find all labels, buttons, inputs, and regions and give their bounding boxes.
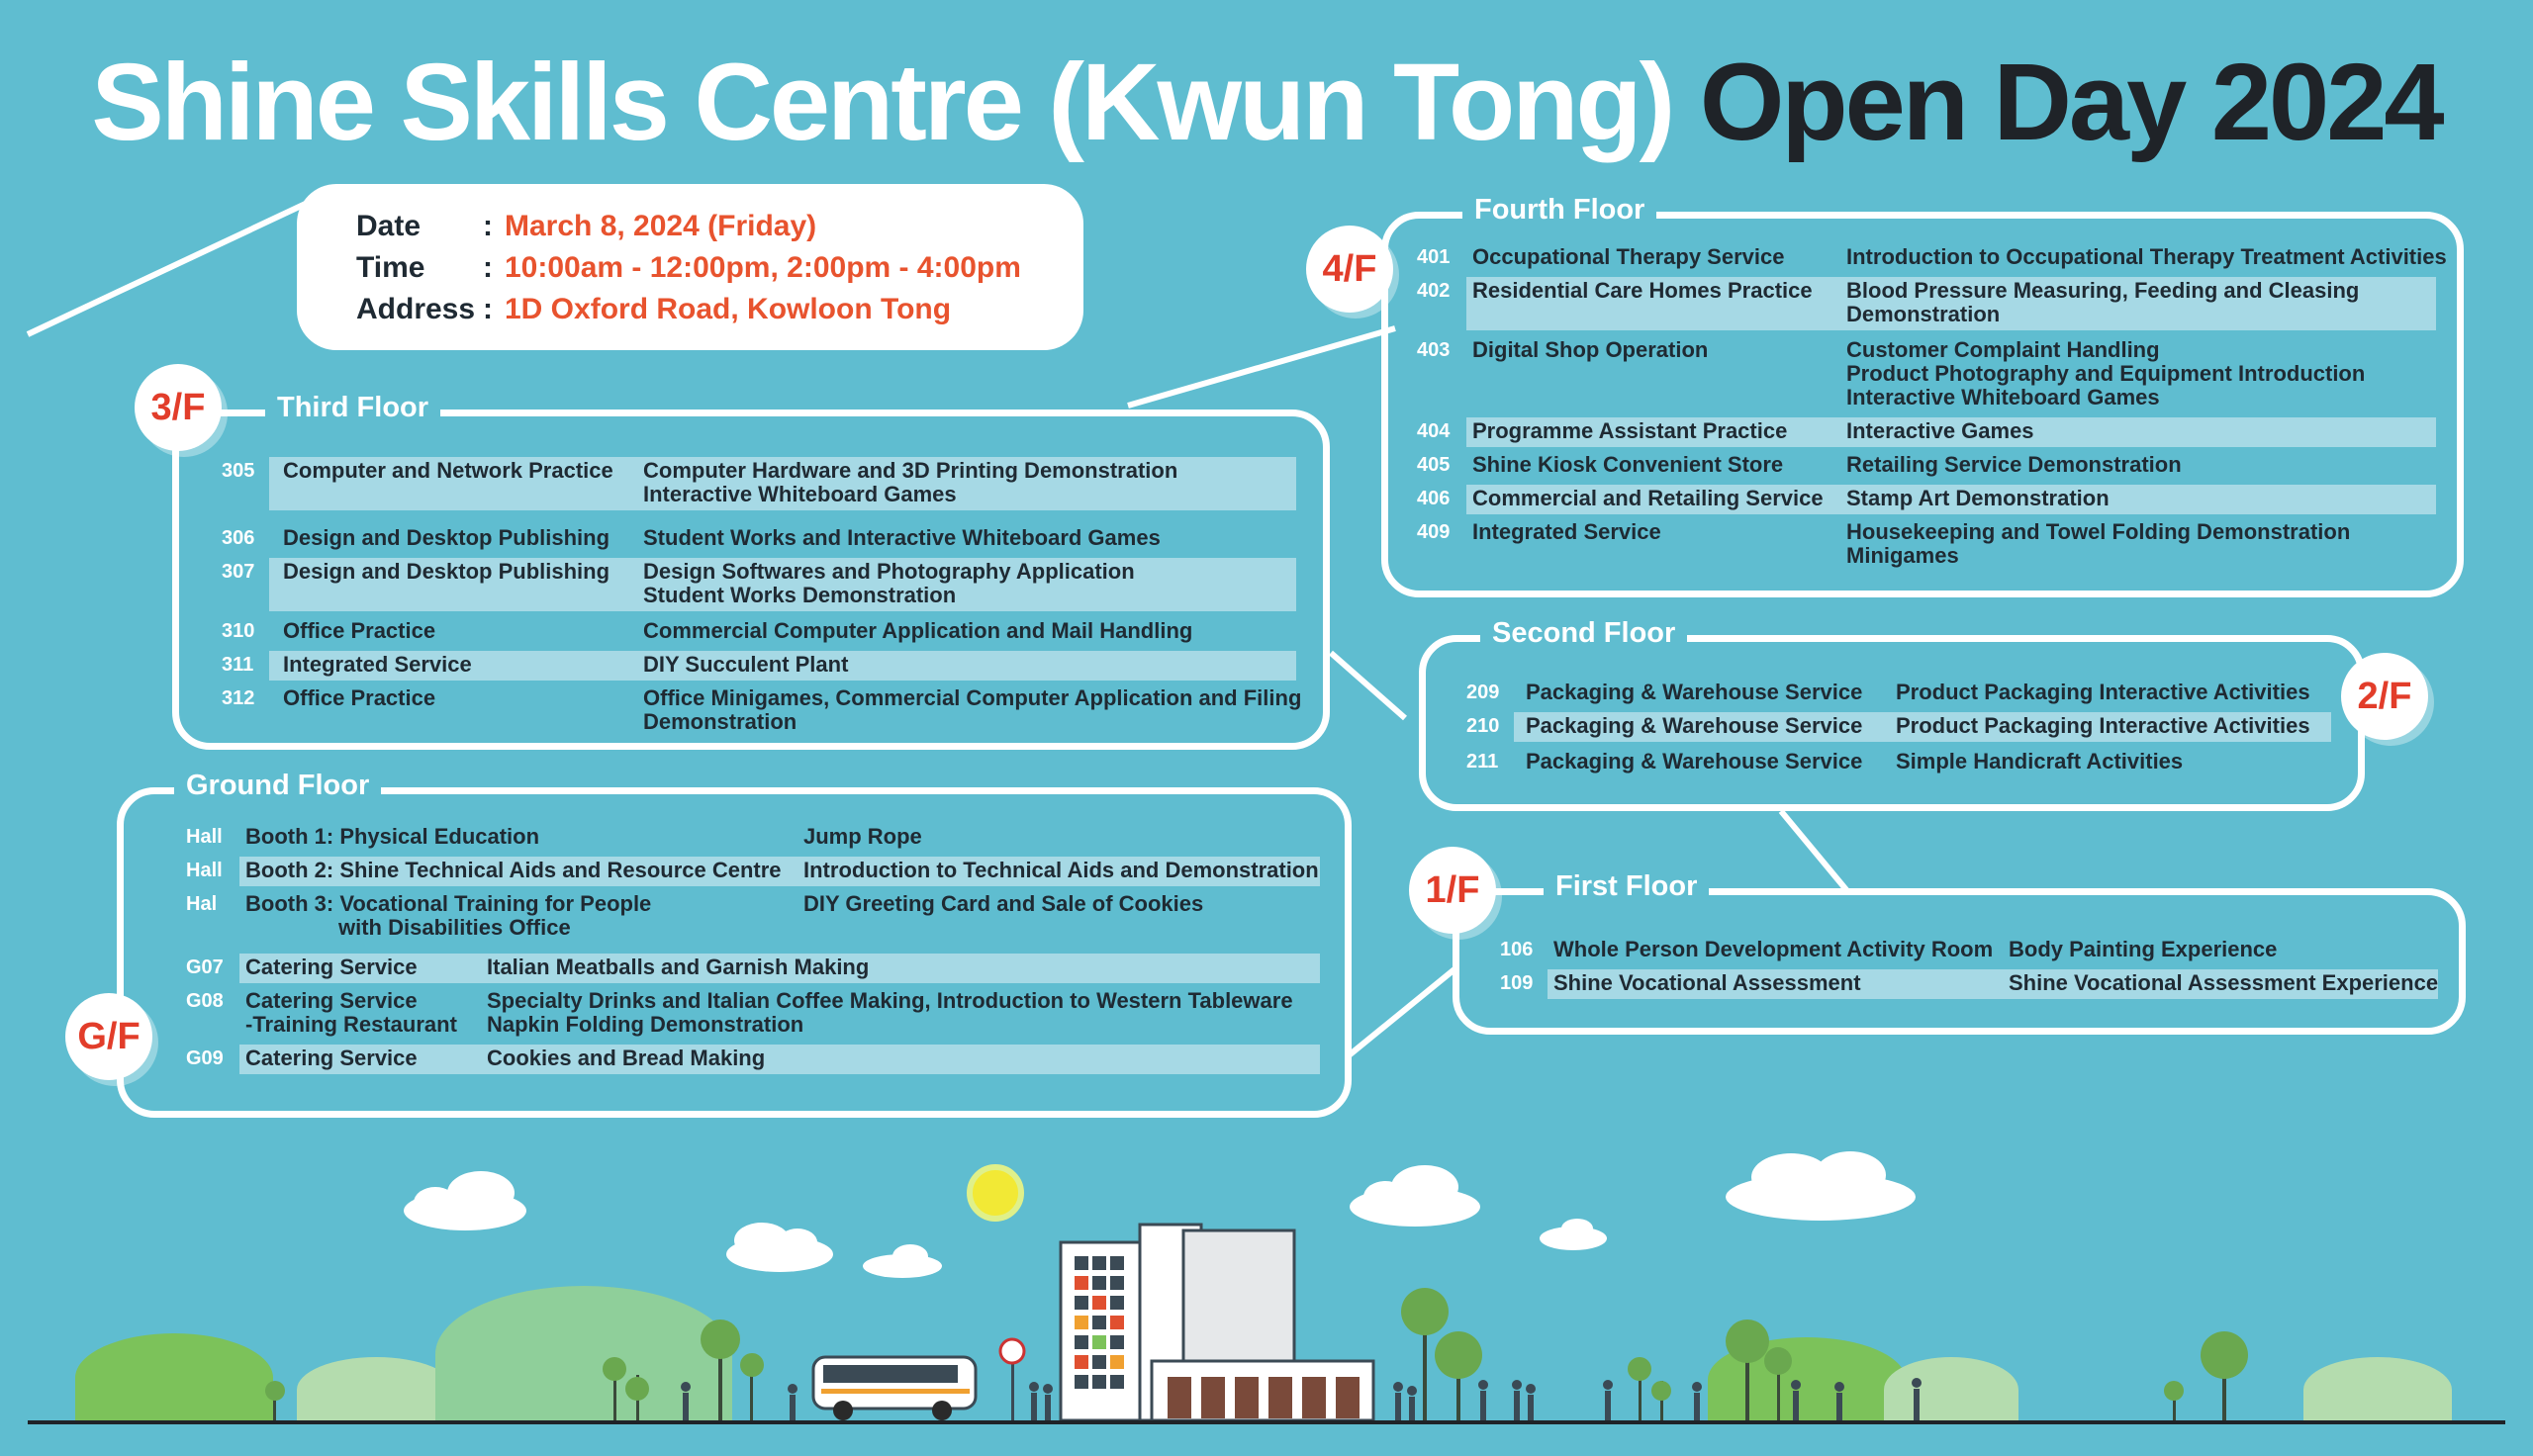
room-activity: Product Packaging Interactive Activities (1896, 713, 2310, 738)
room-activity: Student Works and Interactive Whiteboard Games (643, 525, 1161, 550)
room-number: G09 (186, 1047, 224, 1069)
room-number: Hall (186, 826, 223, 848)
time-row (356, 251, 1021, 285)
room-row (186, 1045, 1320, 1074)
room-activity: Specialty Drinks and Italian Coffee Making, Introduction to Western Tableware Napkin Folding Demonstration (487, 988, 1293, 1037)
room-row (222, 524, 1296, 554)
room-number: 312 (222, 687, 255, 709)
room-activity: Simple Handicraft Activities (1896, 749, 2184, 774)
title-centre-name: Shine Skills Centre (Kwun Tong) (91, 42, 1673, 163)
room-activity: Housekeeping and Towel Folding Demonstration Minigames (1846, 519, 2351, 568)
third-floor-title: Third Floor (265, 392, 440, 424)
room-row (186, 954, 1320, 983)
address-value: 1D Oxford Road, Kowloon Tong (505, 293, 952, 325)
room-name: Shine Kiosk Convenient Store (1472, 452, 1784, 477)
room-name: Residential Care Homes Practice (1472, 278, 1813, 303)
room-name: Packaging & Warehouse Service (1526, 680, 1863, 704)
room-number: 409 (1417, 521, 1451, 543)
room-name: Integrated Service (283, 652, 472, 677)
bus-icon (813, 1357, 976, 1420)
sun-icon (970, 1167, 1021, 1219)
room-row (222, 617, 1296, 647)
cloud-icon (1726, 1151, 1916, 1221)
room-row (1417, 451, 2436, 481)
room-activity: Blood Pressure Measuring, Feeding and Cleasing Demonstration (1846, 278, 2360, 326)
room-activity: Shine Vocational Assessment Experience (2009, 970, 2439, 995)
room-activity: Product Packaging Interactive Activities (1896, 680, 2310, 704)
date-colon: : (483, 210, 493, 242)
room-number: 402 (1417, 280, 1451, 302)
room-row (1417, 277, 2436, 330)
room-activity: Customer Complaint Handling Product Photography and Equipment Introduction Interactive Whiteboard Games (1846, 337, 2366, 410)
room-activity: Body Painting Experience (2009, 937, 2278, 961)
room-row (186, 857, 1320, 886)
room-number: 306 (222, 527, 255, 549)
room-row (1500, 936, 2438, 965)
cloud-icon (863, 1244, 942, 1278)
room-number: 406 (1417, 488, 1451, 509)
room-number: 210 (1466, 715, 1500, 737)
room-activity: Italian Meatballs and Garnish Making (487, 955, 870, 979)
room-name: Packaging & Warehouse Service (1526, 713, 1863, 738)
fourth-floor-title: Fourth Floor (1462, 194, 1656, 227)
room-name: Booth 1: Physical Education (245, 824, 540, 849)
room-row (222, 651, 1296, 681)
room-number: 307 (222, 561, 255, 583)
room-activity: DIY Greeting Card and Sale of Cookies (803, 891, 1204, 916)
room-activity: Introduction to Occupational Therapy Treatment Activities (1846, 244, 2447, 269)
scene-drawing (0, 1128, 2533, 1424)
room-row (1466, 679, 2331, 708)
room-activity: Office Minigames, Commercial Computer Application and Filing Demonstration (643, 685, 1302, 734)
room-activity: Introduction to Technical Aids and Demonstration (803, 858, 1319, 882)
building-icon (1061, 1225, 1373, 1420)
first-floor-title: First Floor (1544, 870, 1709, 903)
room-number: 405 (1417, 454, 1451, 476)
room-row (1466, 712, 2331, 742)
room-number: 403 (1417, 339, 1451, 361)
date-value: March 8, 2024 (Friday) (505, 210, 817, 242)
room-row (222, 457, 1296, 510)
address-label: Address (356, 293, 476, 325)
address-colon: : (483, 293, 493, 325)
room-activity: Retailing Service Demonstration (1846, 452, 2182, 477)
room-activity: Jump Rope (803, 824, 922, 849)
address-row (356, 293, 951, 326)
room-row (1417, 336, 2436, 413)
room-activity: Computer Hardware and 3D Printing Demonstration Interactive Whiteboard Games (643, 458, 1178, 506)
cloud-icon (726, 1223, 833, 1272)
fourth-floor-badge: 4/F (1306, 226, 1393, 313)
time-value: 10:00am - 12:00pm, 2:00pm - 4:00pm (505, 251, 1021, 284)
room-name: Catering Service (245, 955, 418, 979)
time-label: Time (356, 251, 425, 284)
room-activity: Interactive Games (1846, 418, 2034, 443)
time-colon: : (483, 251, 493, 284)
room-number: Hal (186, 893, 218, 915)
room-row (1466, 748, 2331, 777)
room-name: Office Practice (283, 685, 436, 710)
room-number: 404 (1417, 420, 1451, 442)
room-row (1417, 485, 2436, 514)
room-row (1417, 518, 2436, 572)
cloud-icon (1350, 1165, 1480, 1227)
second-floor-badge: 2/F (2341, 653, 2428, 740)
date-row (356, 210, 816, 243)
room-number: G08 (186, 990, 224, 1012)
ground-floor-title: Ground Floor (174, 770, 381, 802)
room-number: G07 (186, 956, 224, 978)
room-row (1417, 243, 2447, 273)
room-name: Booth 3: Vocational Training for People with Disabilities Office (245, 891, 652, 940)
room-name: Design and Desktop Publishing (283, 559, 610, 584)
room-row (1417, 417, 2436, 447)
room-number: 305 (222, 460, 255, 482)
room-name: Digital Shop Operation (1472, 337, 1709, 362)
room-activity: DIY Succulent Plant (643, 652, 849, 677)
room-number: 311 (222, 654, 254, 676)
room-row (1500, 969, 2438, 999)
room-name: Whole Person Development Activity Room (1553, 937, 1994, 961)
room-name: Shine Vocational Assessment (1553, 970, 1861, 995)
room-activity: Commercial Computer Application and Mail Handling (643, 618, 1193, 643)
room-number: 310 (222, 620, 255, 642)
event-info-box (297, 184, 1083, 350)
first-floor-badge: 1/F (1409, 847, 1496, 934)
room-number: 209 (1466, 682, 1500, 703)
room-activity: Stamp Art Demonstration (1846, 486, 2110, 510)
room-number: 109 (1500, 972, 1534, 994)
room-name: Office Practice (283, 618, 436, 643)
cloud-icon (404, 1171, 526, 1230)
room-name: Design and Desktop Publishing (283, 525, 610, 550)
room-activity: Design Softwares and Photography Application Student Works Demonstration (643, 559, 1135, 607)
room-name: Commercial and Retailing Service (1472, 486, 1824, 510)
third-floor-badge: 3/F (135, 364, 222, 451)
room-row (222, 558, 1296, 611)
room-row (186, 890, 1320, 944)
room-name: Programme Assistant Practice (1472, 418, 1788, 443)
room-activity: Cookies and Bread Making (487, 1046, 766, 1070)
room-number: 106 (1500, 939, 1534, 960)
room-name: Integrated Service (1472, 519, 1661, 544)
room-row (186, 987, 1320, 1041)
room-row (186, 823, 1320, 853)
room-row (222, 684, 1302, 738)
ground-floor-badge: G/F (65, 993, 152, 1080)
second-floor-title: Second Floor (1480, 617, 1687, 650)
room-name: Computer and Network Practice (283, 458, 613, 483)
date-label: Date (356, 210, 422, 242)
room-name: Catering Service -Training Restaurant (245, 988, 457, 1037)
ground-line (28, 1420, 2505, 1424)
room-name: Packaging & Warehouse Service (1526, 749, 1863, 774)
title-event-name: Open Day 2024 (1699, 42, 2442, 163)
bus-stop-sign-icon (1000, 1339, 1024, 1420)
room-name: Booth 2: Shine Technical Aids and Resource Centre (245, 858, 782, 882)
room-number: 401 (1417, 246, 1451, 268)
cloud-icon (1540, 1219, 1607, 1250)
room-name: Occupational Therapy Service (1472, 244, 1785, 269)
room-number: Hall (186, 860, 223, 881)
room-name: Catering Service (245, 1046, 418, 1070)
room-number: 211 (1466, 751, 1499, 773)
